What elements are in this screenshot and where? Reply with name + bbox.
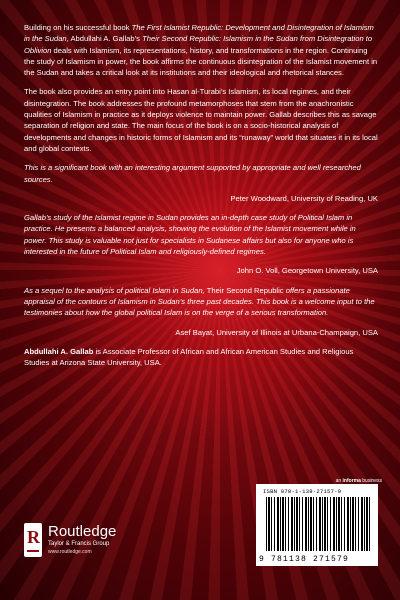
review-text: This is a significant book with an interesting argument supported by appropriate and well researched sources.: [24, 163, 361, 184]
intro-text: Building on his successful book: [24, 23, 132, 32]
review-source: Asef Bayat, University of Illinois at Urbana-Champaign, USA: [175, 327, 378, 337]
intro-text: , Abdullahi A. Gallab’s: [66, 34, 143, 44]
intro-text: deals with Islamism, its representations, history, and transformations in the region. Continuing the study of Islamism in power, the book affirms the continuous disintegration of the Islamist movement in the Sudan and takes a critical look at its institutions and their ideological and rhetorical stances.: [24, 45, 378, 78]
isbn-label: ISBN 978-1-138-27157-9: [263, 488, 342, 495]
publisher-url: www.routledge.com: [48, 549, 92, 555]
informa-suffix: business: [360, 478, 382, 484]
first-book-title: The First Islamist Republic: Development and Disintegration of Islamism in the Sudan: [24, 23, 374, 44]
intro-paragraph: [24, 22, 378, 78]
publisher-name: Routledge: [48, 523, 117, 540]
review-source: Peter Woodward, University of Reading, UK: [230, 193, 378, 203]
review-text-part: offers a passionate appraisal of the contours of Islamism in Sudan’s three past decades. This book is a welcome input to the testimonies about how the global political Islam is on the verge of a serious transformation.: [24, 285, 375, 318]
routledge-logo-icon: R: [24, 523, 42, 557]
blurb: [24, 22, 378, 376]
author-name: Abdullahi A. Gallab: [24, 346, 94, 356]
second-paragraph: The book also provides an entry point into Hasan al-Turabi’s Islamism, its local regimes, and their disintegration. The book addresses the profound metamorphoses that stem from the anachronistic qualities of Islamism in practice as it deploys violence to maintain power. Gallab describes this as savage separation of religion and state. The main focus of the book is on a socio-historical analysis of developments and changes in historic forms of Islamism and its “runaway” world that situates it in its local and global contexts.: [24, 87, 378, 153]
review-text-part: As a sequel to the analysis of political Islam in Sudan,: [24, 285, 207, 295]
informa-prefix: an: [335, 478, 343, 484]
review-text: Gallab’s study of the Islamist regime in Sudan provides an in-depth case study of Political Islam in practice. He presents a balanced analysis, showing the evolution of the Islamist movement while in power. This study is valuable not just for specialists in Sudanese affairs but also for anyone who is interested in the future of Political Islam and religiously-defined regimes.: [24, 213, 356, 257]
informa-word: informa: [342, 478, 361, 484]
barcode: [256, 484, 378, 566]
author-bio: [24, 346, 378, 369]
second-book-title: Their Second Republic: Islamism in the Sudan from Disintegration to Oblivion: [24, 34, 373, 55]
review-text: [24, 285, 378, 319]
ean-number: 9 781138 271579: [259, 555, 350, 564]
review-book-title: Their Second Republic: [206, 285, 284, 295]
author-bio-text: is Associate Professor of African and African American Studies and Religious Studies at Arizona State University, USA.: [24, 346, 354, 368]
barcode-bars: [266, 497, 370, 551]
publisher-logo: [24, 520, 184, 560]
publisher-group: Taylor & Francis Group: [48, 541, 110, 547]
review-source: John O. Voll, Georgetown University, USA: [236, 266, 378, 276]
